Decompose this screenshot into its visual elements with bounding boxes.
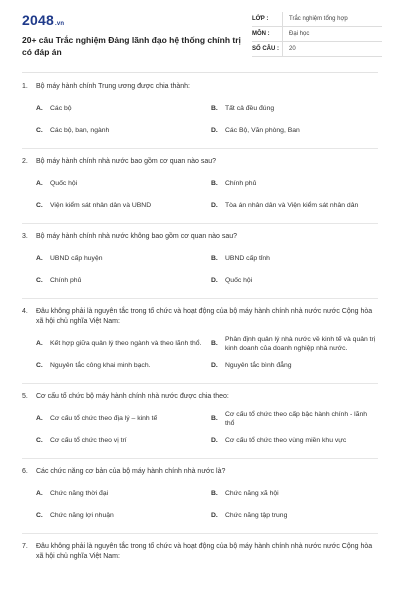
question-body: Bộ máy hành chính nhà nước không bao gồm cơ quan nào sau? [36,233,238,240]
question-text [22,390,378,408]
answer-option[interactable] [36,195,203,217]
option-text: Nguyên tắc bình đẳng [225,362,292,370]
option-letter: D. [211,437,218,445]
site-logo[interactable]: 2048.vn [22,12,65,28]
option-letter: C. [36,127,43,135]
question-body: Đâu không phải là nguyên tắc trong tổ chức và hoạt động của bộ máy hành chính nhà nước nước Cộng hòa xã hội chủ nghĩa Việt Nam: [36,543,373,560]
option-text: UBND cấp tỉnh [225,255,270,263]
option-text: Các bộ, ban, ngành [50,127,110,135]
question-1 [22,80,378,149]
answer-option[interactable] [211,355,378,377]
question-number: 2. [22,158,28,165]
meta-key: LỚP : [252,16,269,22]
answer-options [22,173,378,217]
answer-option[interactable] [36,248,203,270]
question-body: Bộ máy hành chính Trung ương được chia thành: [36,83,190,90]
question-4 [22,305,378,384]
answer-option[interactable] [211,248,378,270]
question-body: Các chức năng cơ bản của bộ máy hành chính nhà nước là? [36,468,226,475]
answer-option[interactable] [36,355,203,377]
answer-option[interactable] [211,430,378,452]
option-letter: C. [36,362,43,370]
answer-option[interactable] [211,173,378,195]
option-text: Cơ cấu tổ chức theo cấp bậc hành chính - lãnh thổ [225,410,368,427]
option-text: Các bộ [50,105,72,113]
option-text: Viện kiểm sát nhân dân và UBND [50,202,152,210]
option-letter: D. [211,277,218,285]
question-text [22,305,378,333]
answer-option[interactable] [36,333,203,355]
question-divider [22,298,378,299]
meta-value: 20 [282,42,296,56]
meta-table [252,12,382,57]
question-text [22,230,378,248]
option-letter: A. [36,180,43,188]
meta-value: Trắc nghiệm tổng hợp [282,12,348,26]
option-letter: B. [211,415,218,423]
meta-row-class [252,12,382,27]
option-letter: A. [36,340,43,348]
option-letter: C. [36,437,43,445]
answer-option[interactable] [211,408,378,430]
option-letter: C. [36,512,43,520]
option-letter: D. [211,512,218,520]
question-6 [22,465,378,534]
option-letter: B. [211,340,218,348]
answer-option[interactable] [36,483,203,505]
option-text: Cơ cấu tổ chức theo vị trí [50,437,127,445]
question-body: Cơ cấu tổ chức bộ máy hành chính nhà nước được chia theo: [36,393,229,400]
option-text: Chức năng xã hội [225,490,279,498]
option-text: Quốc hội [50,180,78,188]
meta-key: MÔN : [252,31,270,37]
answer-option[interactable] [211,195,378,217]
option-letter: C. [36,277,43,285]
document-header [0,0,400,66]
answer-option[interactable] [211,270,378,292]
option-text: Các Bộ, Văn phòng, Ban [225,127,300,135]
option-letter: D. [211,362,218,370]
answer-options [22,408,378,452]
answer-options [22,333,378,377]
answer-options [22,98,378,142]
option-letter: A. [36,105,43,113]
question-7 [22,540,378,568]
option-text: Chính phủ [225,180,257,188]
question-5 [22,390,378,459]
question-number: 7. [22,543,28,550]
option-letter: A. [36,415,43,423]
answer-option[interactable] [36,505,203,527]
question-divider [22,223,378,224]
meta-row-count [252,42,382,57]
option-letter: A. [36,490,43,498]
question-body: Bộ máy hành chính nhà nước bao gồm cơ quan nào sau? [36,158,217,165]
question-divider [22,533,378,534]
meta-key: SỐ CÂU : [252,46,279,52]
option-text: Chức năng tập trung [225,512,288,520]
option-text: Chức năng lợi nhuận [50,512,114,520]
option-letter: A. [36,255,43,263]
answer-option[interactable] [211,505,378,527]
question-text [22,80,378,98]
question-body: Đâu không phải là nguyên tắc trong tổ chức và hoạt động của bộ máy hành chính nhà nước nước Cộng hòa xã hội chủ nghĩa Việt Nam: [36,308,373,325]
answer-option[interactable] [211,98,378,120]
answer-option[interactable] [36,98,203,120]
question-text [22,465,378,483]
option-text: UBND cấp huyện [50,255,103,263]
answer-option[interactable] [211,120,378,142]
option-text: Quốc hội [225,277,253,285]
answer-option[interactable] [36,120,203,142]
question-text [22,155,378,173]
question-divider [22,148,378,149]
question-3 [22,230,378,299]
question-divider [22,458,378,459]
option-text: Tất cả đều đúng [225,105,275,113]
option-letter: D. [211,127,218,135]
option-text: Cơ cấu tổ chức theo địa lý – kinh tế [50,415,158,423]
answer-options [22,248,378,292]
option-text: Chính phủ [50,277,82,285]
option-text: Kết hợp giữa quản lý theo ngành và theo lãnh thổ. [50,340,202,348]
question-number: 3. [22,233,28,240]
question-number: 5. [22,393,28,400]
answer-options [22,483,378,527]
answer-option[interactable] [36,173,203,195]
option-text: Nguyên tắc công khai minh bạch. [50,362,151,370]
option-letter: C. [36,202,43,210]
question-2 [22,155,378,224]
answer-option[interactable] [211,333,378,355]
option-letter: B. [211,255,218,263]
meta-value: Đại học [282,27,309,41]
answer-option[interactable] [36,430,203,452]
option-letter: B. [211,105,218,113]
option-letter: B. [211,180,218,188]
page-title: 20+ câu Trắc nghiệm Đảng lãnh đạo hệ thống chính trị có đáp án [22,35,241,57]
question-text [22,540,378,568]
question-list [22,80,378,568]
question-divider [22,383,378,384]
option-text: Chức năng thời đại [50,490,109,498]
question-number: 4. [22,308,28,315]
answer-option[interactable] [36,270,203,292]
option-letter: D. [211,202,218,210]
meta-row-subject [252,27,382,42]
question-number: 1. [22,83,28,90]
option-text: Tòa án nhân dân và Viện kiểm sát nhân dân [225,202,359,210]
question-number: 6. [22,468,28,475]
answer-option[interactable] [211,483,378,505]
option-letter: B. [211,490,218,498]
option-text: Cơ cấu tổ chức theo vùng miền khu vực [225,437,347,445]
option-text: Phân định quản lý nhà nước về kinh tế và quản trị kinh doanh của doanh nghiệp nhà nước. [225,335,376,352]
header-divider [22,72,378,73]
answer-option[interactable] [36,408,203,430]
